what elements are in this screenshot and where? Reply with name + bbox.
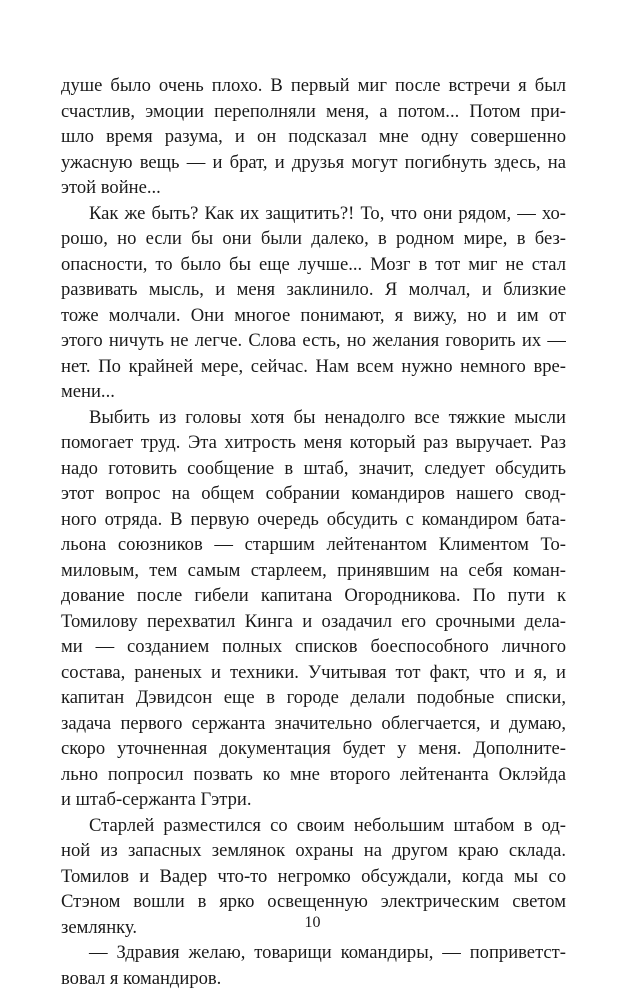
text-line: этот вопрос на общем собрании командиров нашего свод- [61,483,566,504]
paragraph [61,940,566,991]
text-line: Томилов и Вадер что-то негромко обсуждали, когда мы со [61,865,566,887]
text-line: ми — созданием полных списков боеспособного личного [61,636,566,657]
text-line: рошо, но если бы они были далеко, в родном мире, в без- [61,228,566,249]
text-line: помогает труд. Эта хитрость меня который раз выручает. Раз [61,432,566,453]
text-line: состава, раненых и техники. Учитывая тот факт, что и я, и [61,661,566,683]
text-line: опасности, то было бы еще лучше... Мозг в тот миг не стал [61,253,566,275]
text-line: этого ничуть не легче. Слова есть, но желания говорить их — [61,330,566,351]
text-line: ного отряда. В первую очередь обсудить с командиром бата- [61,508,566,530]
text-line: Томилову перехватил Кинга и озадачил его срочными дела- [61,610,566,632]
text-line: миловым, тем самым старлеем, принявшим на себя коман- [61,559,566,581]
paragraph [61,201,566,405]
text-line: дование после гибели капитана Огородникова. По пути к [61,585,566,606]
text-line: капитан Дэвидсон еще в городе делали подобные списки, [61,687,566,708]
text-line: — Здравия желаю, товарищи командиры, — поприветст- [89,942,566,963]
text-line: шло время разума, и он подсказал мне одну совершенно [61,126,566,147]
text-line: задача первого сержанта значительно облегчается, и думаю, [61,712,566,734]
text-line: льона союзников — старшим лейтенантом Климентом То- [61,534,566,555]
paragraph [61,73,566,201]
text-line: Как же быть? Как их защитить?! То, что они рядом, — хо- [89,202,566,224]
text-line: ной из запасных землянок охраны на другом краю склада. [61,840,566,861]
text-line: мени... [61,381,115,402]
text-line: тоже молчали. Они многое понимают, я вижу, но и им от [61,304,566,326]
text-line: Старлей разместился со своим небольшим штабом в од- [89,814,566,836]
text-line: вовал я командиров. [61,967,222,989]
text-line: нет. По крайней мере, сейчас. Нам всем нужно немного вре- [61,355,566,377]
text-line: Выбить из головы хотя бы ненадолго все тяжкие мысли [89,406,566,428]
text-line: этой войне... [61,177,161,198]
text-line: ужасную вещь — и брат, и друзья могут погибнуть здесь, на [61,151,566,173]
text-line: счастлив, эмоции переполняли меня, а потом... Потом при- [61,100,566,122]
body-text [61,73,566,991]
paragraph [61,405,566,813]
text-line: развивать мысль, и меня заклинило. Я молчал, и близкие [61,279,566,300]
text-line: и штаб-сержанта Гэтри. [61,789,252,810]
text-line: льно попросил позвать ко мне второго лейтенанта Оклэйда [61,763,566,785]
text-line: надо готовить сообщение в штаб, значит, следует обсудить [61,457,566,479]
page-number: 10 [304,914,321,931]
text-line: душе было очень плохо. В первый миг после встречи я был [61,75,566,96]
text-line: землянку. [61,916,137,938]
text-line: скоро уточненная документация будет у меня. Дополните- [61,738,566,759]
text-line: Стэном вошли в ярко освещенную электрическим светом [61,891,566,912]
